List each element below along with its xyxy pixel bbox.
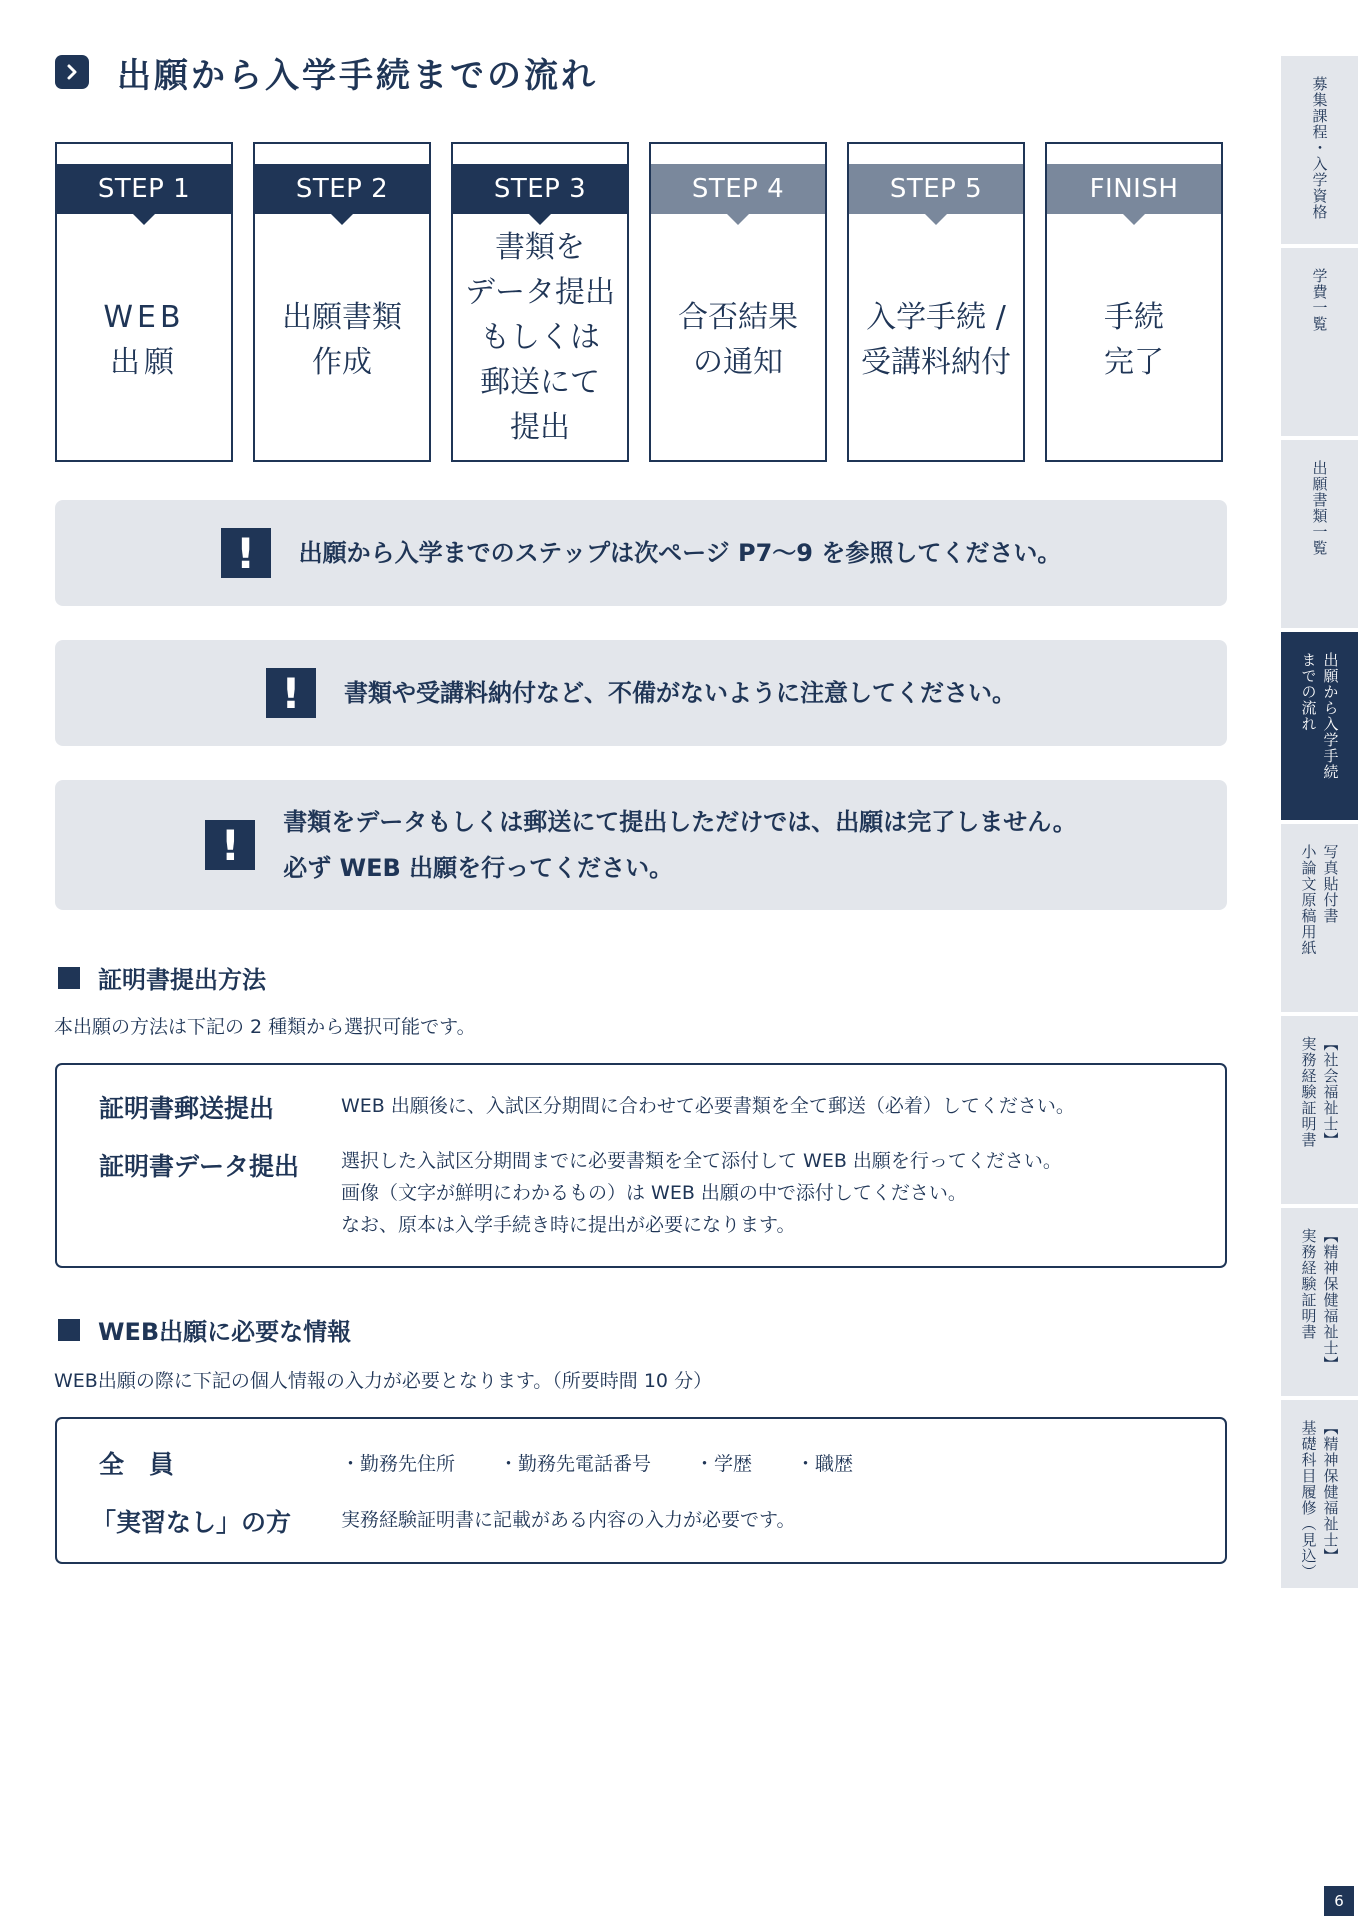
info-item: ・勤務先電話番号	[499, 1453, 652, 1475]
step-description: 合否結果 の通知	[678, 300, 798, 380]
step-label: STEP 4	[651, 164, 825, 214]
side-tab[interactable]	[1281, 1016, 1358, 1204]
side-tab[interactable]	[1281, 1400, 1358, 1588]
notice-text: 書類をデータもしくは郵送にて提出しただけでは、出願は完了しません。 必ず WEB 出願を行ってください。	[283, 808, 1077, 882]
page-number: 6	[1324, 1886, 1354, 1916]
side-tab-label: 【社会福祉士】 実務経験証明書	[1299, 1036, 1340, 1148]
exclamation-icon: !	[221, 528, 271, 578]
side-tab-label: 出願から入学手続 までの流れ	[1299, 652, 1340, 780]
section-title-text: 証明書提出方法	[98, 966, 266, 994]
chevron-right-icon	[55, 55, 89, 89]
notice-text: 書類や受講料納付など、不備がないように注意してください。	[344, 679, 1016, 707]
step-card	[55, 142, 233, 462]
info-item: ・職歴	[796, 1453, 854, 1475]
step-label: STEP 2	[255, 164, 429, 214]
section-title-text: WEB出願に必要な情報	[98, 1318, 352, 1346]
info-items	[341, 1449, 897, 1476]
notice-box	[55, 640, 1227, 746]
step-description: WEB 出願	[103, 300, 185, 380]
notice-text: 出願から入学までのステップは次ページ P7〜9 を参照してください。	[298, 539, 1062, 567]
info-text: 実務経験証明書に記載がある内容の入力が必要です。	[341, 1509, 796, 1531]
step-label: FINISH	[1047, 164, 1221, 214]
side-tab[interactable]	[1281, 1208, 1358, 1396]
page-title: 出願から入学手続までの流れ	[117, 55, 598, 96]
step-card	[649, 142, 827, 462]
step-card	[451, 142, 629, 462]
info-label: 全 員	[99, 1450, 175, 1479]
exclamation-icon: !	[266, 668, 316, 718]
notice-box	[55, 780, 1227, 910]
step-flow	[55, 142, 1227, 464]
side-tab-label: 【精神保健福祉士】 基礎科目履修（見込）	[1299, 1420, 1340, 1580]
step-description: 出願書類 作成	[282, 300, 402, 380]
method-label: 証明書データ提出	[99, 1152, 300, 1181]
side-tab-label: 【精神保健福祉士】 実務経験証明書	[1299, 1228, 1340, 1372]
step-description: 入学手続 / 受講料納付	[861, 300, 1011, 380]
side-tab-label: 写真貼付書 小論文原稿用紙	[1299, 844, 1340, 956]
square-bullet-icon	[58, 1319, 80, 1341]
step-card	[847, 142, 1025, 462]
side-tab-label: 出願書類一覧	[1310, 460, 1329, 556]
side-tab-label: 募集課程・入学資格	[1310, 76, 1329, 220]
step-card	[1045, 142, 1223, 462]
notice-box	[55, 500, 1227, 606]
certificate-methods-box	[55, 1063, 1227, 1268]
step-label: STEP 5	[849, 164, 1023, 214]
info-label: 「実習なし」の方	[91, 1508, 292, 1537]
side-tab-label: 学費一覧	[1310, 268, 1329, 332]
side-tab-active[interactable]	[1281, 632, 1358, 820]
section-description: WEB出願の際に下記の個人情報の入力が必要となります。（所要時間 10 分）	[54, 1370, 713, 1392]
page-header	[55, 52, 598, 96]
step-description: 書類を データ提出 もしくは 郵送にて 提出	[465, 229, 615, 445]
side-tab[interactable]	[1281, 824, 1358, 1012]
section-title-certificate	[58, 960, 266, 995]
exclamation-icon: !	[205, 820, 255, 870]
step-description: 手続 完了	[1104, 300, 1164, 380]
section-title-web-info	[58, 1312, 351, 1347]
method-text: 選択した入試区分期間までに必要書類を全て添付して WEB 出願を行ってください。 画像（文字が鮮明にわかるもの）は WEB 出願の中で添付してください。 なお、原本は入学手続き時に提出が必要になります。	[341, 1150, 1062, 1236]
square-bullet-icon	[58, 967, 80, 989]
step-label: STEP 3	[453, 164, 627, 214]
method-label: 証明書郵送提出	[99, 1094, 275, 1123]
section-description: 本出願の方法は下記の 2 種類から選択可能です。	[54, 1016, 476, 1038]
info-item: ・勤務先住所	[341, 1453, 456, 1475]
step-label: STEP 1	[57, 164, 231, 214]
required-info-box	[55, 1417, 1227, 1564]
method-text: WEB 出願後に、入試区分期間に合わせて必要書類を全て郵送（必着）してください。	[341, 1095, 1075, 1117]
step-card	[253, 142, 431, 462]
info-item: ・学歴	[695, 1453, 753, 1475]
side-tab[interactable]	[1281, 56, 1358, 244]
side-tab[interactable]	[1281, 440, 1358, 628]
side-tab[interactable]	[1281, 248, 1358, 436]
